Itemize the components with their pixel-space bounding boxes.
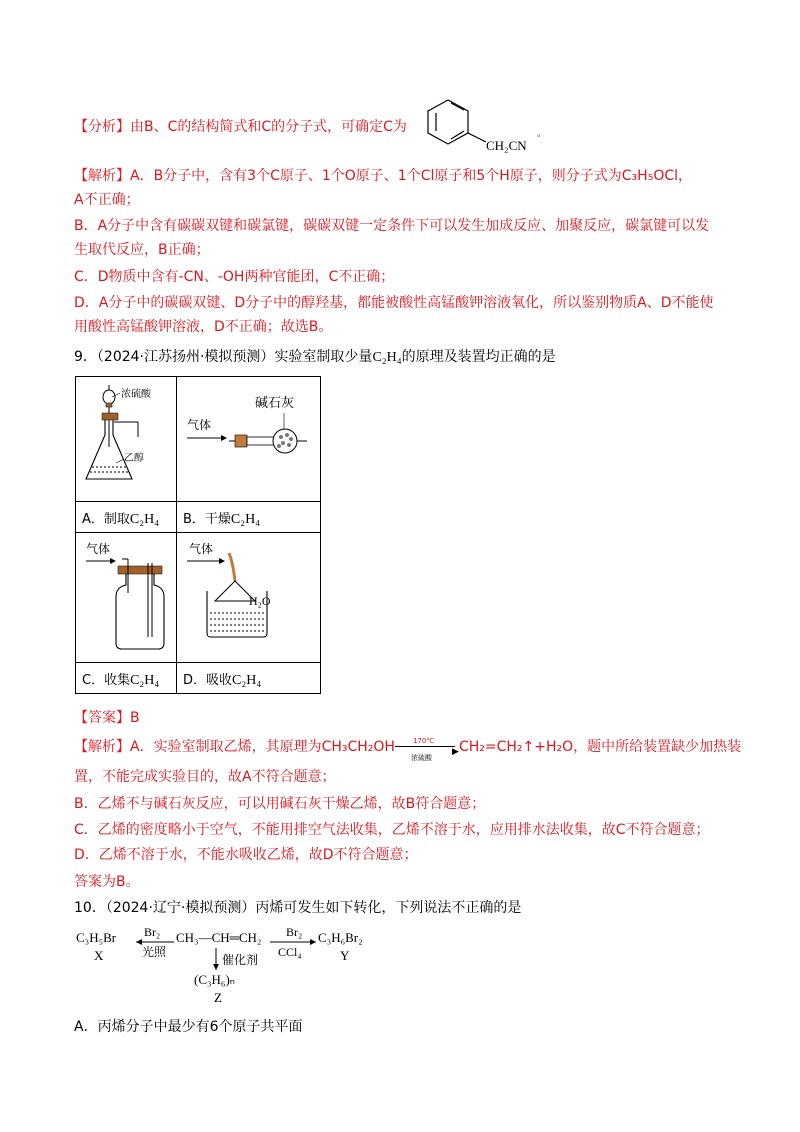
- option-b: [177, 502, 320, 528]
- option-c-formula: C₂H₄: [130, 673, 160, 688]
- label-gas-d: 气体: [189, 542, 214, 556]
- light-label: 光照: [142, 945, 167, 959]
- analysis-bracket: 【分析】: [74, 119, 130, 135]
- q9-exp-line-1: B．乙烯不与碱石灰反应，可以用碱石灰干燥乙烯，故B符合题意；: [74, 796, 486, 812]
- q10-stem: 10．（2024·辽宁·模拟预测）丙烯可发生如下转化，下列说法不正确的是: [74, 900, 522, 916]
- option-a-text: A．制取: [82, 512, 130, 527]
- q10-reaction-scheme: [74, 922, 414, 1012]
- q9-exp-head-line: [74, 737, 742, 762]
- br2-right: Br₂: [286, 925, 303, 939]
- panel-b: [177, 377, 321, 502]
- exp8-line-3: 生取代反应，B正确；: [74, 242, 210, 258]
- q9-stem-formula: C₂H₄: [372, 350, 402, 365]
- exp8-line-1: A不正确；: [74, 192, 140, 208]
- panel-c: [76, 533, 177, 663]
- option-c-text: C．收集: [82, 673, 131, 688]
- arrow-bottom-label: 浓硫酸: [410, 754, 432, 762]
- structure-label: CH₂CN: [486, 138, 527, 153]
- q9-exp-line-0: 置，不能完成实验目的，故A不符合题意；: [74, 769, 336, 785]
- x-formula: C₃H₅Br: [76, 930, 117, 945]
- drying-tube-icon: [177, 377, 320, 497]
- label-gas-c: 气体: [86, 542, 111, 556]
- x-label: X: [94, 948, 104, 963]
- reaction-arrow: [395, 737, 459, 762]
- q9-exp-line-4: 答案为B。: [74, 874, 140, 890]
- analysis-end: 。: [537, 129, 547, 139]
- arrow-line: [395, 746, 455, 747]
- label-ethanol: 乙醇: [124, 453, 144, 464]
- br2-left: Br₂: [144, 925, 161, 939]
- option-b-text: B．干燥: [183, 512, 231, 527]
- option-d-text: D．吸收: [183, 673, 233, 688]
- label-gas-b: 气体: [187, 418, 212, 432]
- option-d-cell: [177, 663, 321, 694]
- option-c: [76, 663, 176, 689]
- q9-exp-head: 【解析】A．实验室制取乙烯，其原理为CH₃CH₂OH: [74, 739, 395, 755]
- propene-formula: CH₃—CH═CH₂: [176, 930, 262, 945]
- catalyst-label: 催化剂: [222, 953, 259, 967]
- exp8-line-4: C．D物质中含有-CN、-OH两种官能团，C不正确；: [74, 269, 395, 285]
- q9-stem-prefix: 9．（2024·江苏扬州·模拟预测）实验室制取少量: [74, 349, 373, 365]
- exp8-line-0: 【解析】A．B分子中，含有3个C原子、1个O原子、1个Cl原子和5个H原子，则分子式为C₃H₅OCl，: [74, 168, 693, 184]
- arrow-top-label: 170℃: [412, 737, 435, 745]
- exp8-line-6: 用酸性高锰酸钾溶液，D不正确；故选B。: [74, 319, 333, 335]
- label-conc-acid: 浓硫酸: [121, 389, 151, 400]
- option-b-formula: C₂H₄: [230, 512, 261, 527]
- option-c-cell: [76, 663, 177, 694]
- analysis-text: 由B、C的结构简式和C的分子式，可确定C为: [130, 119, 407, 135]
- flask-apparatus-icon: [76, 377, 176, 497]
- label-water: H₂O: [249, 594, 271, 608]
- panel-d: [177, 533, 321, 663]
- panel-a: [76, 377, 177, 502]
- option-a-formula: C₂H₄: [129, 512, 160, 527]
- y-formula: C₃H₆Br₂: [318, 930, 363, 945]
- z-formula: (C₃H₆)ₙ: [194, 972, 235, 987]
- q9-options-table: [75, 376, 321, 694]
- q9-answer: 【答案】B: [74, 710, 140, 726]
- option-a-cell: [76, 502, 177, 533]
- option-d-formula: C₂H₄: [232, 673, 262, 688]
- q9-exp-line-3: D．乙烯不溶于水，不能水吸收乙烯，故D不符合题意；: [74, 847, 418, 863]
- option-a: [76, 502, 176, 528]
- analysis-line: [74, 117, 407, 137]
- q9-stem: [74, 347, 556, 368]
- y-label: Y: [340, 948, 350, 963]
- exp8-line-5: D．A分子中的碳碳双键、D分子中的醇羟基，都能被酸性高锰酸钾溶液氧化，所以鉴别物质A、D不能使: [74, 295, 714, 311]
- z-label: Z: [214, 990, 222, 1005]
- q9-exp-tail: CH₂=CH₂↑+H₂O，题中所给装置缺少加热装: [458, 739, 742, 755]
- option-d: [177, 663, 320, 689]
- benzyl-cyanide-structure: [420, 92, 550, 154]
- label-soda-lime: 碱石灰: [255, 396, 295, 411]
- q9-stem-suffix: 的原理及装置均正确的是: [401, 349, 556, 365]
- q10-option-a: A．丙烯分子中最少有6个原子共平面: [74, 1019, 303, 1035]
- q9-exp-line-2: C．乙烯的密度略小于空气，不能用排空气法收集，乙烯不溶于水，应用排水法收集，故C不符合题意；: [74, 822, 710, 838]
- beaker-absorption-icon: [177, 533, 320, 658]
- gas-collection-bottle-icon: [76, 533, 176, 658]
- exp8-line-2: B．A分子中含有碳碳双键和碳氯键，碳碳双键一定条件下可以发生加成反应、加聚反应，碳氯键可以发: [74, 218, 710, 234]
- option-b-cell: [177, 502, 321, 533]
- ccl4-label: CCl₄: [278, 945, 302, 959]
- arrow-head-icon: ▶: [452, 747, 459, 757]
